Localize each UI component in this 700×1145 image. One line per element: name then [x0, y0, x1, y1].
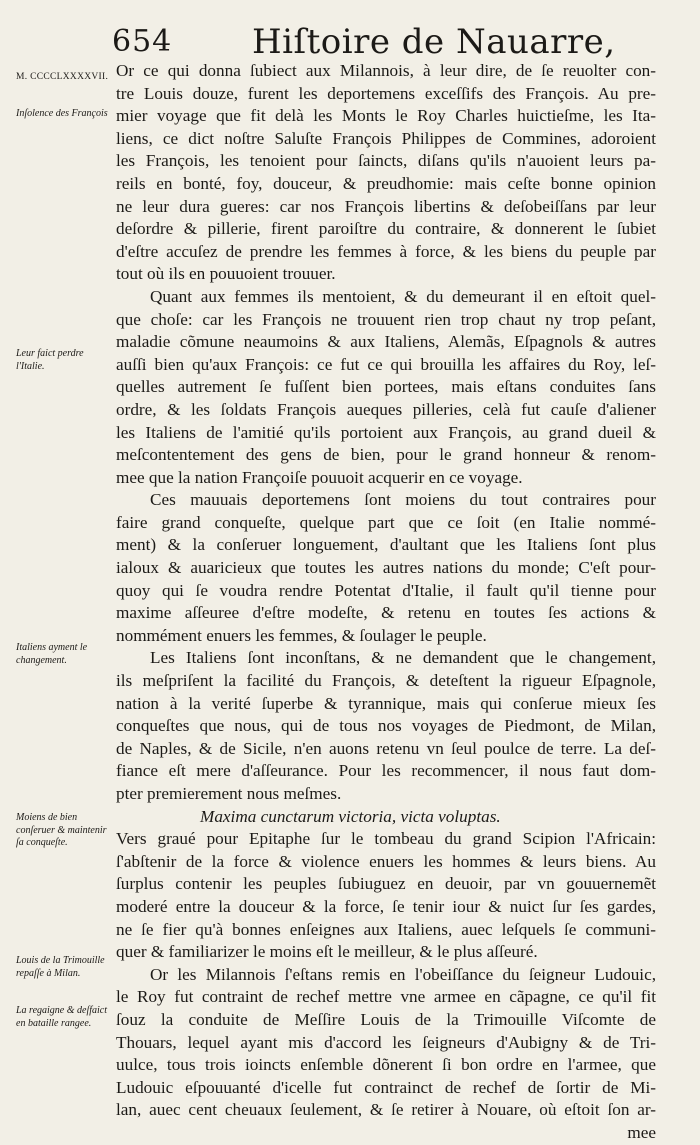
- text-line: le Roy fut contraint de rechef mettre vne armee en cãpagne, ce qu'il fit: [116, 987, 656, 1007]
- text-line: fiance eſt mere d'aſſeurance. Pour les recommencer, il nous faut dom-: [116, 761, 656, 781]
- text-line: tre Louis douze, furent les deportemens exceſſifs des François. Au pre-: [116, 83, 656, 103]
- text-line: nation à la verité ſuperbe & tyrannique, mais qui conſerue mieux ſes: [116, 693, 656, 713]
- text-line: meſcontentement des gens de bien, pour le grand honneur & renom-: [116, 445, 656, 465]
- text-line: Les Italiens ſont inconſtans, & ne demandent que le changement,: [150, 648, 656, 668]
- text-line: ils meſpriſent la facilité du François, & deteſtent la rigueur Eſpagnole,: [116, 671, 656, 691]
- text-line: liens, ce dict noſtre Saluſte François Philippes de Commines, adoroient: [116, 128, 656, 148]
- text-line: ſurplus contenir les peuples ſubiuguez en deuoir, par vn gouuernemẽt: [116, 874, 656, 894]
- text-line: Ludouic eſpouuanté d'icelle fut contrainct de rechef de ſortir de Mi-: [116, 1077, 656, 1097]
- text-line: quelles autrement ſe fuſſent bien portees, mais eſtans conduites ſans: [116, 377, 656, 397]
- text-line: ment) & la conſeruer longuement, d'aultant que les Italiens ſont plus: [116, 535, 656, 555]
- text-line: Vers graué pour Epitaphe ſur le tombeau du grand Scipion l'Africain:: [116, 829, 656, 849]
- text-line: les François, les tenoient pour ſaincts, diſans qu'ils n'auoient leurs pa-: [116, 151, 656, 171]
- text-line: quoy qui ſe voudra rendre Potentat d'Italie, il fault qu'il tienne pour: [116, 580, 656, 600]
- text-line: reils en bonté, foy, douceur, & preudhomie: mais ceſte bonne opinion: [116, 173, 656, 193]
- margin-note: Italiens ayment le changement.: [16, 642, 88, 666]
- margin-year: M. CCCCLXXXXVII.: [16, 72, 109, 82]
- text-line: maxime aſſeuree d'eſtre modeſte, & retenu en toutes ſes actions &: [116, 603, 656, 623]
- running-title: Hiſtoire de Nauarre,: [252, 22, 616, 62]
- text-line: conqueſtes que nous, qui de tous nos voyages de Piedmont, de Milan,: [116, 716, 656, 736]
- text-line: ialoux & auaricieux que toutes les autres nations du monde; C'eſt pour-: [116, 558, 656, 578]
- margin-note: Moiens de bien conſeruer & maintenir ſa conqueſte.: [16, 812, 107, 848]
- text-line: uulce, tous trois ioincts enſemble dõnerent ſi bon ordre en l'armee, que: [116, 1055, 656, 1075]
- text-line: ordre, & les ſoldats François aueques pilleries, celà fut cauſe d'aliener: [116, 399, 656, 419]
- text-line: les Italiens de l'amitié qu'ils portoient aux François, au grand dueil &: [116, 422, 656, 442]
- text-line: deſordre & pillerie, firent paroiſtre du contraire, & donnerent le ſubiet: [116, 219, 656, 239]
- margin-note: Louis de la Trimouille repaſſe à Milan.: [16, 955, 105, 979]
- text-line: Quant aux femmes ils mentoient, & du demeurant il en eſtoit quel-: [150, 286, 656, 306]
- text-line: mee que la nation Françoiſe pouuoit acquerir en ce voyage.: [116, 467, 523, 487]
- margin-note: La regaigne & deſfaict en bataille rangee.: [16, 1005, 108, 1029]
- text-line: que choſe: car les François ne trouuent rien trop chaut ny trop peſant,: [116, 309, 656, 329]
- text-line: pter premierement nous meſmes.: [116, 784, 342, 803]
- margin-note: Inſolence des François: [16, 108, 108, 119]
- text-line: nommément enuers les femmes, & ſoulager le peuple.: [116, 625, 487, 645]
- text-line: d'eſtre accuſez de prendre les femmes à force, & les biens du peuple par: [116, 241, 656, 261]
- text-line: tout où ils en pouuoient trouuer.: [116, 264, 336, 284]
- text-line: mier voyage que fit delà les Monts le Roy Charles huictieſme, les Ita-: [116, 106, 656, 126]
- text-line: maladie cõmune neaumoins & aux Italiens, Alemãs, Eſpagnols & autres: [116, 332, 656, 352]
- text-line: Or ce qui donna ſubiect aux Milannois, à leur dire, de ſe reuolter con-: [116, 61, 656, 80]
- text-line: Or les Milannois ſ'eſtans remis en l'obeiſſance du ſeigneur Ludouic,: [150, 964, 656, 984]
- text-line: Ces mauuais deportemens ſont moiens du tout contraires pour: [150, 490, 656, 510]
- text-line: Thouars, lequel ayant mis d'accord les ſeigneurs d'Aubigny & de Tri-: [116, 1032, 656, 1052]
- text-line: de Naples, & de Sicile, n'en auons retenu vn ſeul poulce de terre. La deſ-: [116, 738, 656, 758]
- text-line: moderé entre la douceur & la force, ſe tenir iour & nuict ſur ſes gardes,: [116, 896, 656, 916]
- catchword: mee: [627, 1122, 656, 1142]
- text-line: ne leur dura gueres: car nos François libertins & deſobeiſſans par leur: [116, 196, 656, 216]
- text-line: ſouz la conduite de Meſſire Louis de la Trimouille Viſcomte de: [116, 1009, 656, 1029]
- text-line: faire grand conqueſte, quelque part que ce ſoit (en Italie nommé-: [116, 512, 656, 532]
- latin-maxim: Maxima cunctarum victoria, victa voluptas.: [200, 806, 501, 826]
- text-line: auſſi bien qu'aux François: ce fut ce qui brouilla les affaires du Roy, leſ-: [116, 354, 656, 374]
- text-line: lan, auec cent cheuaux ſeulement, & ſe retirer à Nouare, où eſtoit ſon ar-: [116, 1100, 656, 1120]
- text-line: ne ſe fier qu'à bonnes enſeignes aux Italiens, auec leſquels ſe communi-: [116, 919, 656, 939]
- page-number: 654: [112, 24, 173, 59]
- margin-note: Leur faict perdre l'Italie.: [16, 348, 84, 372]
- text-line: ſ'abſtenir de la force & violence enuers les hommes & leurs biens. Au: [116, 851, 656, 871]
- text-line: quer & familiarizer le moins eſt le meilleur, & le plus aſſeuré.: [116, 942, 538, 962]
- main-text: [116, 60, 656, 1145]
